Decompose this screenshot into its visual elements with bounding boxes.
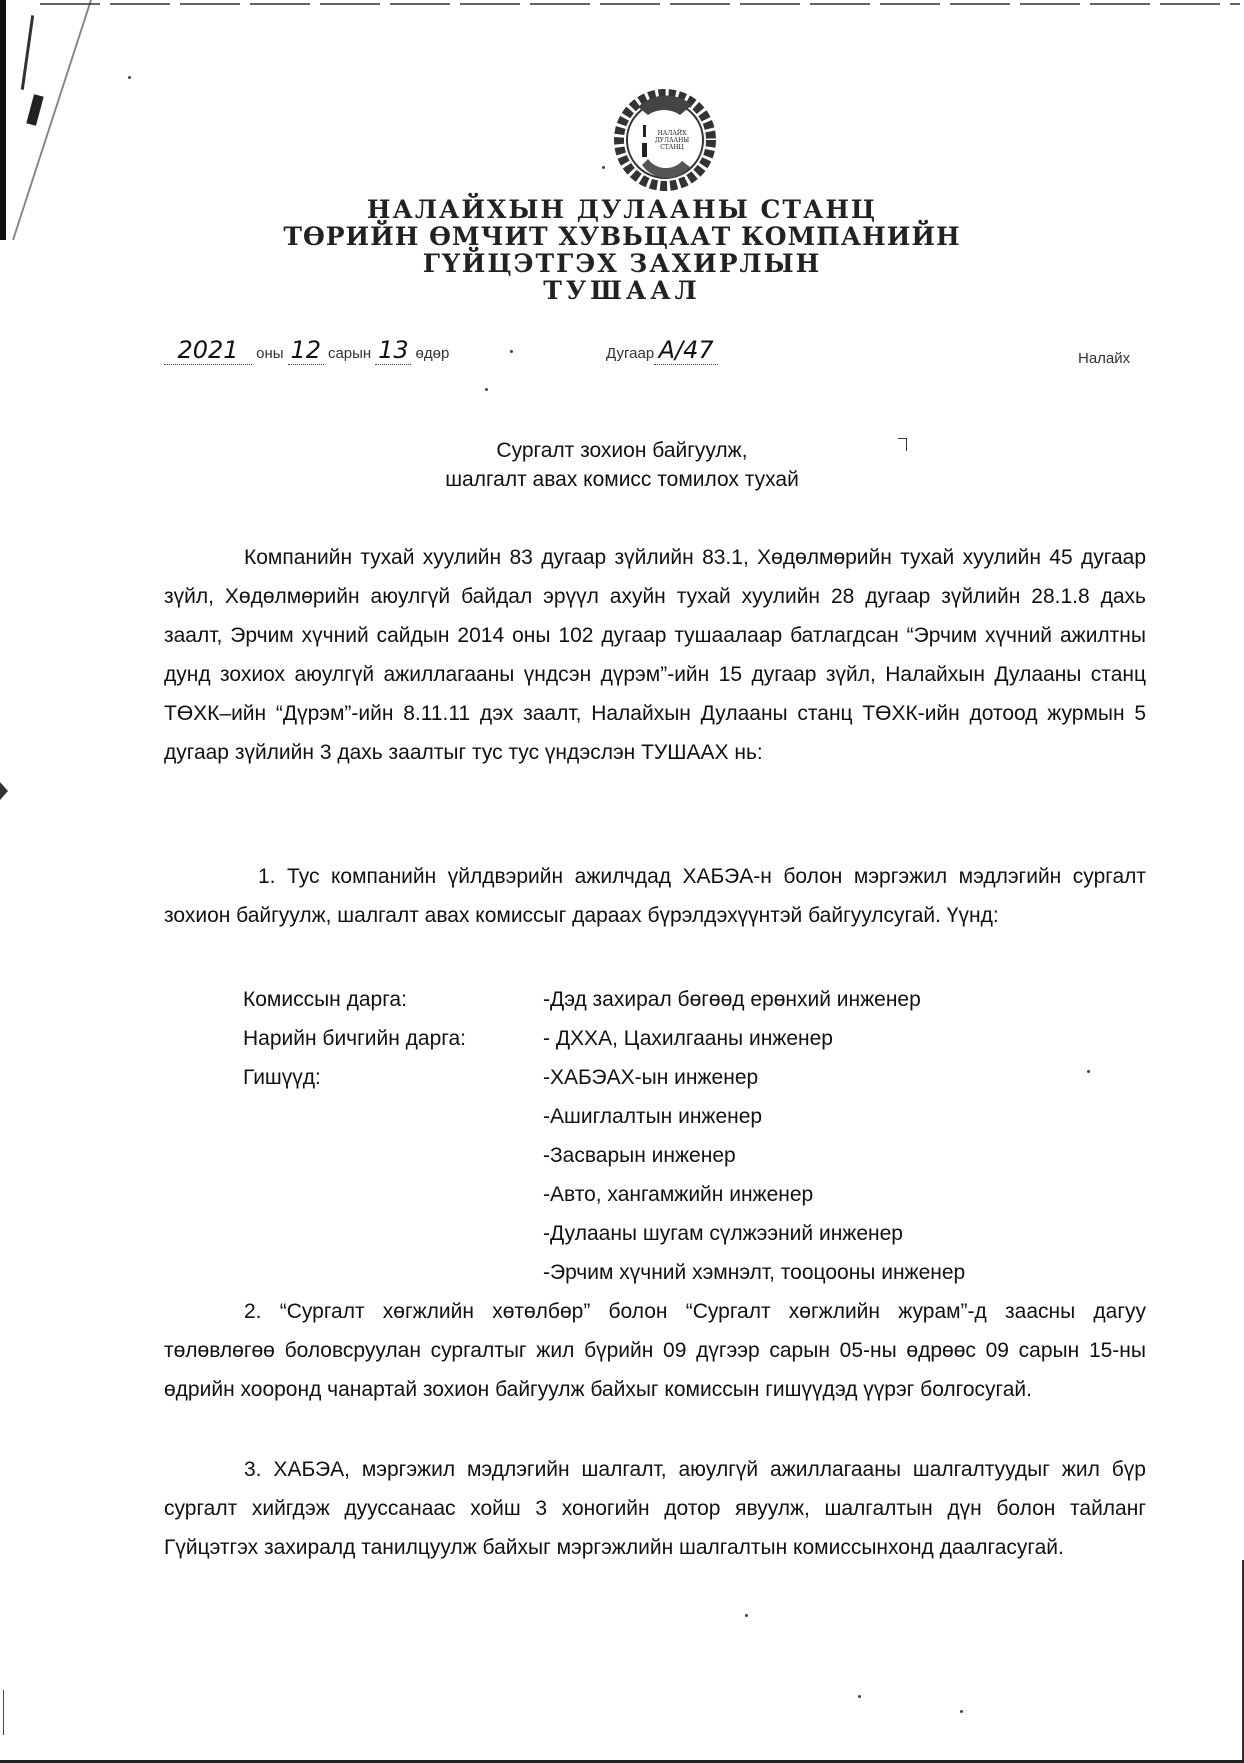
scan-edge-top: [40, 3, 1240, 5]
date-month: 12: [288, 336, 324, 365]
svg-text:НАЛАЙХ: НАЛАЙХ: [657, 130, 687, 137]
order-item-2: 2. “Сургалт хөгжлийн хөтөлбөр” болон “Сургалт хөгжлийн журам”-д заасны дагуу төлөвлөгөө боловсруулан сургалтыг жил бүрийн 09 дүгээр сарын 05-ны өдрөөс 09 сарын 15-ны өдрийн хооронд чанартай зохион байгуулж байхыг комиссын гишүүдэд үүрэг болгосугай.: [164, 1300, 1146, 1401]
scan-side-mark: [0, 782, 8, 800]
roster-member: -ХАБЭАХ-ын инженер: [543, 1066, 759, 1089]
scan-speck: [128, 76, 131, 79]
order-item-1: 1. Тус компанийн үйлдвэрийн ажилчдад ХАБЭА-н болон мэргэжил мэдлэгийн сургалт зохион байгуулж, шалгалт авах комиссыг дараах бүрэлдэхүүнтэй байгуулсугай. Үүнд:: [164, 865, 1146, 927]
svg-text:СТАНЦ: СТАНЦ: [660, 144, 684, 151]
roster-member: -Дулааны шугам сүлжээний инженер: [543, 1222, 903, 1245]
number-value: А/47: [654, 336, 718, 365]
scan-edge-left-lower: [3, 1690, 4, 1735]
date-day: 13: [375, 336, 411, 365]
header-organization: НАЛАЙХЫН ДУЛААНЫ СТАНЦ: [366, 195, 878, 224]
roster-role: Нарийн бичгийн дарга:: [243, 1027, 466, 1050]
date-month-suffix: сарын: [327, 345, 372, 362]
scan-blot: [26, 94, 43, 126]
scan-speck: [602, 166, 605, 169]
scan-speck: [1087, 1070, 1090, 1073]
roster-member: -Засварын инженер: [543, 1144, 736, 1167]
roster-member: - ДХХА, Цахилгааны инженер: [543, 1027, 833, 1050]
roster-member: -Эрчим хүчний хэмнэлт, тооцооны инженер: [543, 1261, 966, 1284]
document-header: [0, 196, 1244, 304]
subject-line-1: Сургалт зохион байгуулж,: [496, 439, 748, 462]
document-place: Налайх: [1078, 350, 1131, 367]
roster-member: -Дэд захирал бөгөөд ерөнхий инженер: [543, 988, 921, 1011]
scan-speck: [510, 350, 513, 353]
subject-line-2: шалгалт авах комисс томилох тухай: [445, 468, 799, 491]
scan-blot: [21, 15, 34, 90]
preamble-paragraph: Компанийн тухай хуулийн 83 дугаар зүйлийн 83.1, Хөдөлмөрийн тухай хуулийн 45 дугаар зүйл, Хөдөлмөрийн аюулгүй байдал эрүүл ахуйн тухай хуулийн 28 дугаар зүйлийн 28.1.8 дахь заалт, Эрчим хүчний сайдын 2014 оны 102 дугаар тушаалаар батлагдсан “Эрчим хүчний ажилтны дунд зохиох аюулгүй ажиллагааны үндсэн дүрэм”-ийн 15 дугаар зүйл, Налайхын Дулааны станц ТӨХК–ийн “Дүрэм”-ийн 8.11.11 дэх заалт, Налайхын Дулааны станц ТӨХК-ийн дотоод журмын 5 дугаар зүйлийн 3 дахь заалтыг тус тус үндэслэн ТУШААХ нь:: [164, 546, 1146, 764]
document-date: [164, 336, 449, 365]
svg-text:ДУЛААНЫ: ДУЛААНЫ: [654, 137, 690, 144]
nalaikh-thermal-station-gear-emblem-icon: [610, 85, 720, 195]
roster-role: Гишүүд:: [243, 1066, 321, 1089]
scan-speck: [745, 1614, 748, 1617]
roster-member: -Авто, хангамжийн инженер: [543, 1183, 814, 1206]
order-item-3: 3. ХАБЭА, мэргэжил мэдлэгийн шалгалт, аюулгүй ажиллагааны шалгалтуудыг жил бүр сургалт хийгдэж дууссанаас хойш 3 хоногийн дотор явуулж, шалгалтын дүн болон тайланг Гүйцэтгэх захиралд танилцуулж байхыг мэргэжлийн шалгалтын комиссынхонд даалгасугай.: [164, 1458, 1146, 1559]
date-year: 2021: [164, 336, 252, 365]
date-day-suffix: өдөр: [415, 345, 450, 362]
scan-speck: [858, 1695, 861, 1698]
document-number: [606, 336, 718, 365]
header-issuer: ГҮЙЦЭТГЭХ ЗАХИРЛЫН: [422, 249, 822, 278]
document-subject: [0, 436, 1244, 494]
roster-role: Комиссын дарга:: [243, 988, 407, 1011]
number-label: Дугаар: [606, 345, 655, 362]
date-year-suffix: оны: [256, 345, 284, 362]
company-logo: [610, 85, 720, 195]
roster-member: -Ашиглалтын инженер: [543, 1105, 763, 1128]
document-type-title: ТУШААЛ: [543, 276, 701, 305]
header-company-type: ТӨРИЙН ӨМЧИТ ХУВЬЦААТ КОМПАНИЙН: [283, 222, 961, 251]
scan-speck: [485, 388, 488, 391]
scan-speck: [960, 1710, 963, 1713]
